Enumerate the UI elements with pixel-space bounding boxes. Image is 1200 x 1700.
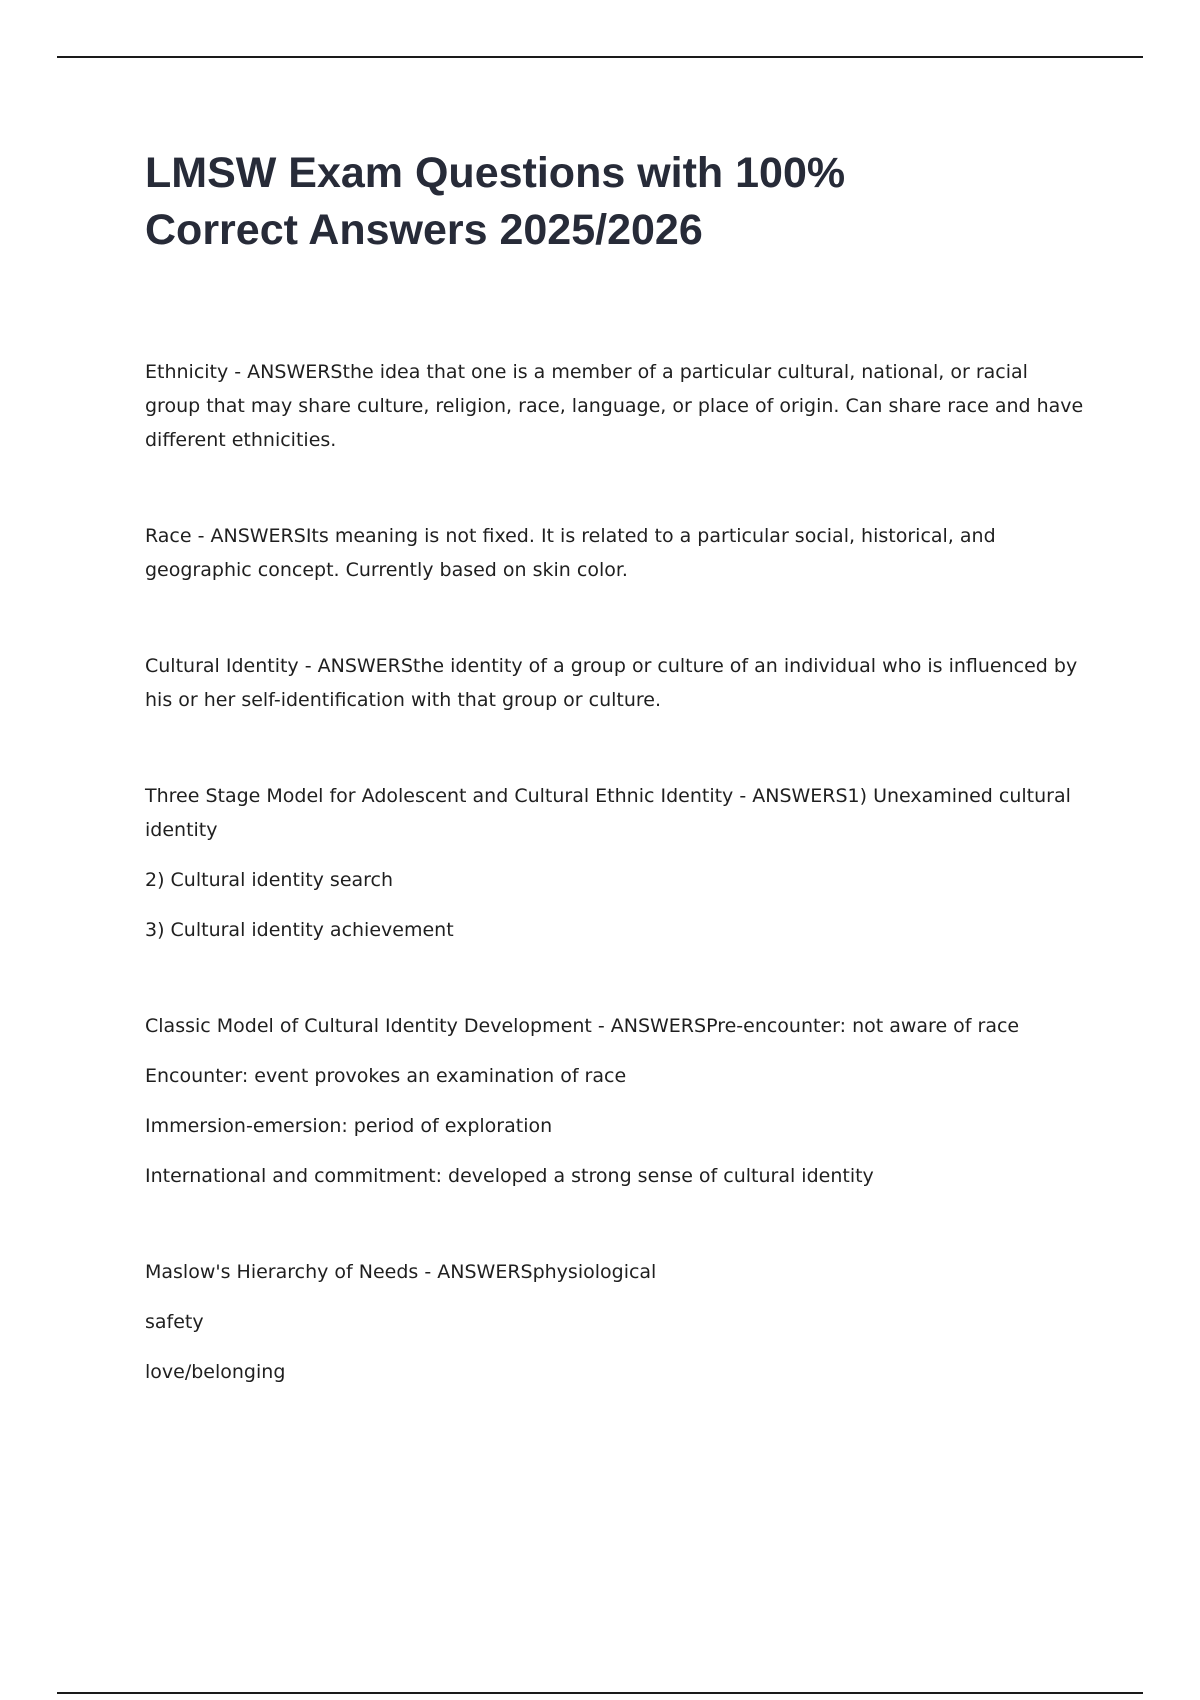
qa-text: Race - ANSWERSIts meaning is not fixed. It is related to a particular social, historical, and geographic concept. Currently based on skin color.	[145, 525, 996, 581]
answer-line: safety	[145, 1311, 204, 1333]
title-line-2: Correct Answers 2025/2026	[145, 206, 703, 254]
qa-entry-race	[145, 519, 1085, 587]
top-rule	[57, 56, 1143, 58]
document-body	[145, 145, 1085, 1451]
qa-entry-three-stage-model	[145, 779, 1085, 947]
qa-entry-ethnicity	[145, 355, 1085, 457]
qa-entry-cultural-identity	[145, 649, 1085, 717]
answer-line: Encounter: event provokes an examination of race	[145, 1065, 627, 1087]
answer-line: 3) Cultural identity achievement	[145, 919, 454, 941]
qa-entry-maslow	[145, 1255, 1085, 1389]
answer-line: love/belonging	[145, 1361, 286, 1383]
document-title	[145, 145, 1085, 259]
bottom-rule	[57, 1692, 1143, 1694]
qa-entry-classic-model	[145, 1009, 1085, 1193]
answer-line: 2) Cultural identity search	[145, 869, 394, 891]
answer-line: Immersion-emersion: period of exploration	[145, 1115, 553, 1137]
title-line-1: LMSW Exam Questions with 100%	[145, 149, 846, 197]
qa-text: Maslow's Hierarchy of Needs - ANSWERSphysiological	[145, 1261, 657, 1283]
qa-text: Ethnicity - ANSWERSthe idea that one is a member of a particular cultural, national, or racial group that may share culture, religion, race, language, or place of origin. Can share race and have different ethnicities.	[145, 361, 1084, 451]
qa-text: Three Stage Model for Adolescent and Cultural Ethnic Identity - ANSWERS1) Unexamined cultural identity	[145, 785, 1071, 841]
qa-text: Cultural Identity - ANSWERSthe identity of a group or culture of an individual who is influenced by his or her self-identification with that group or culture.	[145, 655, 1078, 711]
answer-line: International and commitment: developed a strong sense of cultural identity	[145, 1165, 874, 1187]
qa-text: Classic Model of Cultural Identity Development - ANSWERSPre-encounter: not aware of race	[145, 1015, 1020, 1037]
qa-list	[145, 355, 1085, 1389]
